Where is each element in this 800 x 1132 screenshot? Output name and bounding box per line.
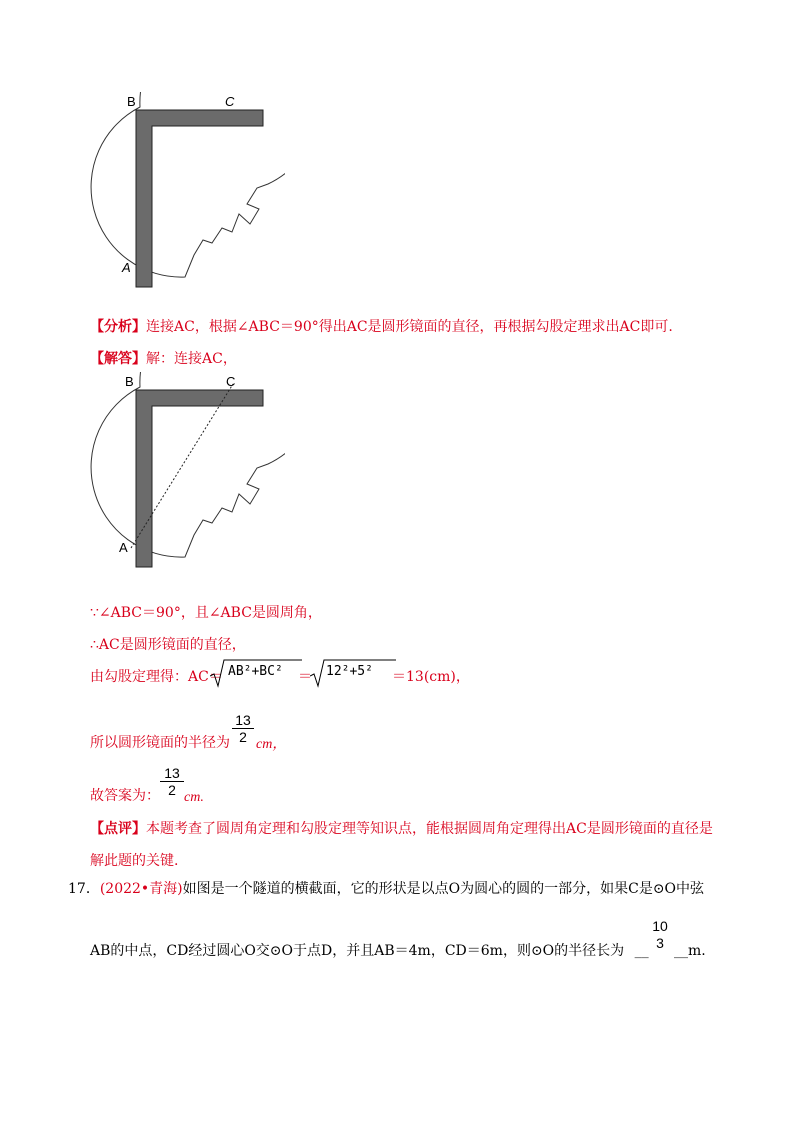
fig2-label-a: A xyxy=(119,540,128,555)
frac-den: 3 xyxy=(656,935,664,951)
answer-blank-right: __m. xyxy=(674,943,706,959)
step-4-unit: cm， xyxy=(256,737,287,752)
frac-num: 13 xyxy=(164,765,180,781)
step-3 xyxy=(90,668,223,686)
fig2-label-c: C xyxy=(226,374,236,389)
step-2: ∴AC是圆形镜面的直径， xyxy=(90,637,246,653)
frac-den: 2 xyxy=(239,729,247,745)
step-5-prefix: 故答案为： xyxy=(90,788,160,804)
question-17-line-2: AB的中点，CD经过圆心O交⊙O于点D，并且AB＝4m，CD＝6m，则⊙O的半径长为 __ xyxy=(90,943,649,959)
sqrt-radicand-1: AB²+BC² xyxy=(228,664,283,679)
answer-blank-left: __ xyxy=(634,943,649,959)
l-shaped-frame xyxy=(136,390,263,567)
frac-num: 10 xyxy=(652,918,668,934)
analysis-text: 连接AC，根据∠ABC＝90°得出AC是圆形镜面的直径，再根据勾股定理求出AC即可. xyxy=(146,319,673,335)
solution-line xyxy=(90,350,237,368)
step-3-eq: ＝ xyxy=(298,669,312,685)
fig1-label-a: A xyxy=(122,260,131,275)
frac-num: 13 xyxy=(235,712,251,728)
figure-2 xyxy=(85,372,285,572)
step-3-result: ＝13(cm)， xyxy=(392,669,470,685)
step-5-fraction xyxy=(160,765,184,798)
sqrt-radicand-2: 12²+5² xyxy=(326,664,373,679)
step-4-fraction xyxy=(232,712,254,745)
comment-line-1: 【点评】本题考查了圆周角定理和勾股定理等知识点，能根据圆周角定理得出AC是圆形镜面的直径是 xyxy=(90,821,713,837)
fig1-label-b: B xyxy=(127,94,136,109)
analysis-tag: 【分析】 xyxy=(90,319,146,335)
solution-text: 解：连接AC， xyxy=(146,351,237,367)
comment-line-2: 解此题的关键. xyxy=(90,853,179,869)
fig1-label-c: C xyxy=(225,94,235,109)
figure-1 xyxy=(85,92,285,292)
l-shaped-frame xyxy=(136,110,263,287)
answer-fraction xyxy=(648,918,672,951)
frac-den: 2 xyxy=(168,782,176,798)
step-1: ∵∠ABC＝90°，且∠ABC是圆周角， xyxy=(90,605,322,621)
solution-tag: 【解答】 xyxy=(90,351,146,367)
comment-tag: 【点评】 xyxy=(90,821,146,837)
question-source: (2022•青海) xyxy=(99,881,183,897)
question-17-line-1: 17．(2022•青海)如图是一个隧道的横截面，它的形状是以点O为圆心的圆的一部分，如果C是⊙O中弦 xyxy=(68,881,705,897)
step-3-prefix: 由勾股定理得：AC＝ xyxy=(90,669,223,685)
fig2-label-b: B xyxy=(125,374,134,389)
step-5-unit: cm. xyxy=(184,790,204,805)
analysis-line xyxy=(90,318,673,336)
step-4-prefix: 所以圆形镜面的半径为 xyxy=(90,735,230,751)
question-number: 17． xyxy=(68,881,100,897)
